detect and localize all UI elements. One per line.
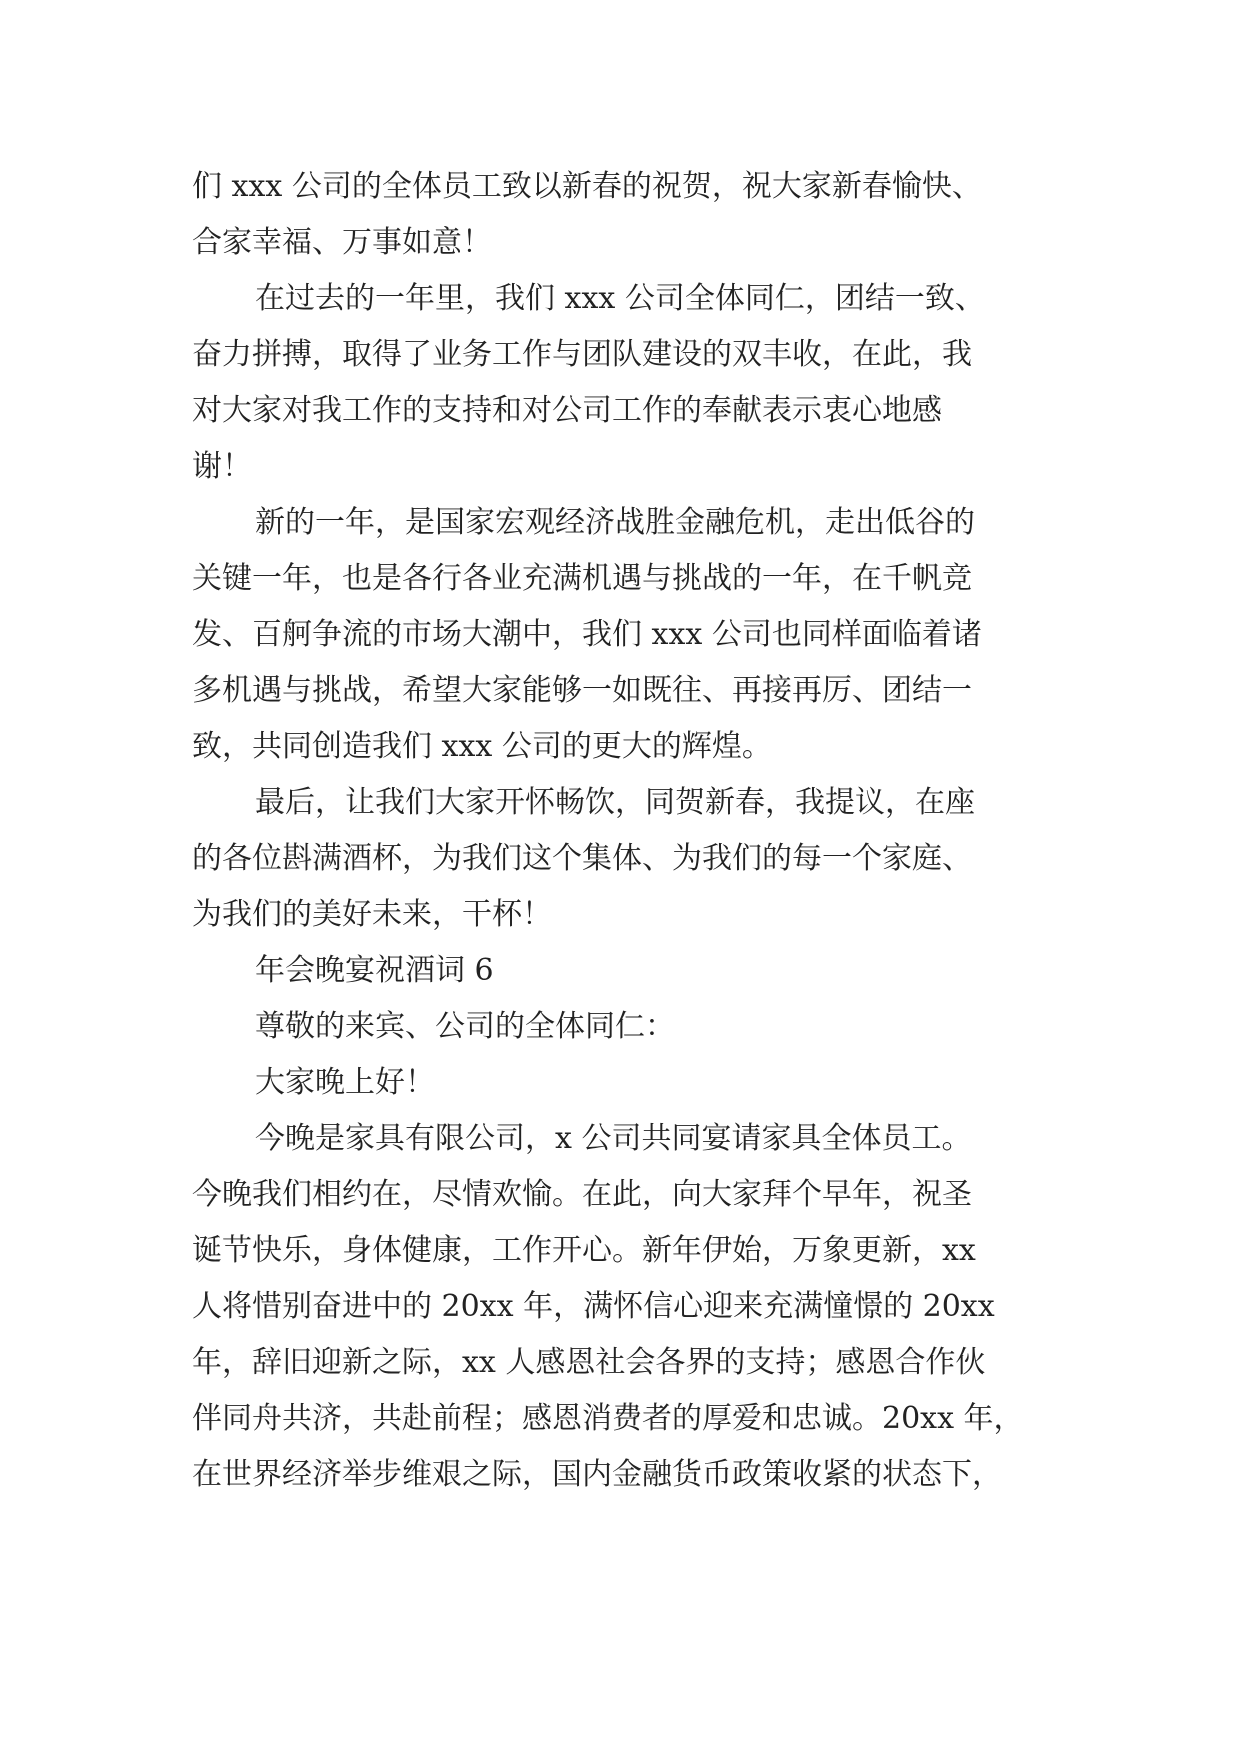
text-line: 为我们的美好未来，干杯！ — [192, 897, 552, 932]
text-line: 们 xxx 公司的全体员工致以新春的祝贺，祝大家新春愉快、 — [192, 169, 982, 204]
text-line: 今晚我们相约在，尽情欢愉。在此，向大家拜个早年，祝圣 — [192, 1177, 972, 1212]
text-line: 在世界经济举步维艰之际，国内金融货币政策收紧的状态下， — [192, 1457, 1002, 1492]
text-line: 在过去的一年里，我们 xxx 公司全体同仁，团结一致、 — [255, 281, 985, 316]
salutation: 尊敬的来宾、公司的全体同仁： — [255, 1009, 675, 1044]
text-line: 今晚是家具有限公司，x 公司共同宴请家具全体员工。 — [255, 1121, 972, 1156]
text-line: 发、百舸争流的市场大潮中，我们 xxx 公司也同样面临着诸 — [192, 617, 982, 652]
text-line: 人将惜别奋进中的 20xx 年，满怀信心迎来充满憧憬的 20xx — [192, 1289, 995, 1324]
text-line: 年，辞旧迎新之际，xx 人感恩社会各界的支持；感恩合作伙 — [192, 1345, 986, 1380]
text-line: 对大家对我工作的支持和对公司工作的奉献表示衷心地感 — [192, 393, 942, 428]
text-line: 的各位斟满酒杯，为我们这个集体、为我们的每一个家庭、 — [192, 841, 972, 876]
text-line: 合家幸福、万事如意！ — [192, 225, 492, 260]
text-line: 最后，让我们大家开怀畅饮，同贺新春，我提议，在座 — [255, 785, 975, 820]
text-line: 多机遇与挑战，希望大家能够一如既往、再接再厉、团结一 — [192, 673, 972, 708]
text-line: 新的一年，是国家宏观经济战胜金融危机，走出低谷的 — [255, 505, 975, 540]
text-line: 奋力拼搏，取得了业务工作与团队建设的双丰收，在此，我 — [192, 337, 972, 372]
text-line: 关键一年，也是各行各业充满机遇与挑战的一年，在千帆竞 — [192, 561, 972, 596]
text-line: 谢！ — [192, 449, 252, 484]
text-line: 伴同舟共济，共赴前程；感恩消费者的厚爱和忠诚。20xx 年， — [192, 1401, 1024, 1436]
greeting: 大家晚上好！ — [255, 1065, 435, 1100]
text-line: 诞节快乐，身体健康，工作开心。新年伊始，万象更新，xx — [192, 1233, 976, 1268]
document-body — [192, 159, 1072, 1503]
section-heading: 年会晚宴祝酒词 6 — [255, 953, 494, 988]
text-line: 致，共同创造我们 xxx 公司的更大的辉煌。 — [192, 729, 772, 764]
